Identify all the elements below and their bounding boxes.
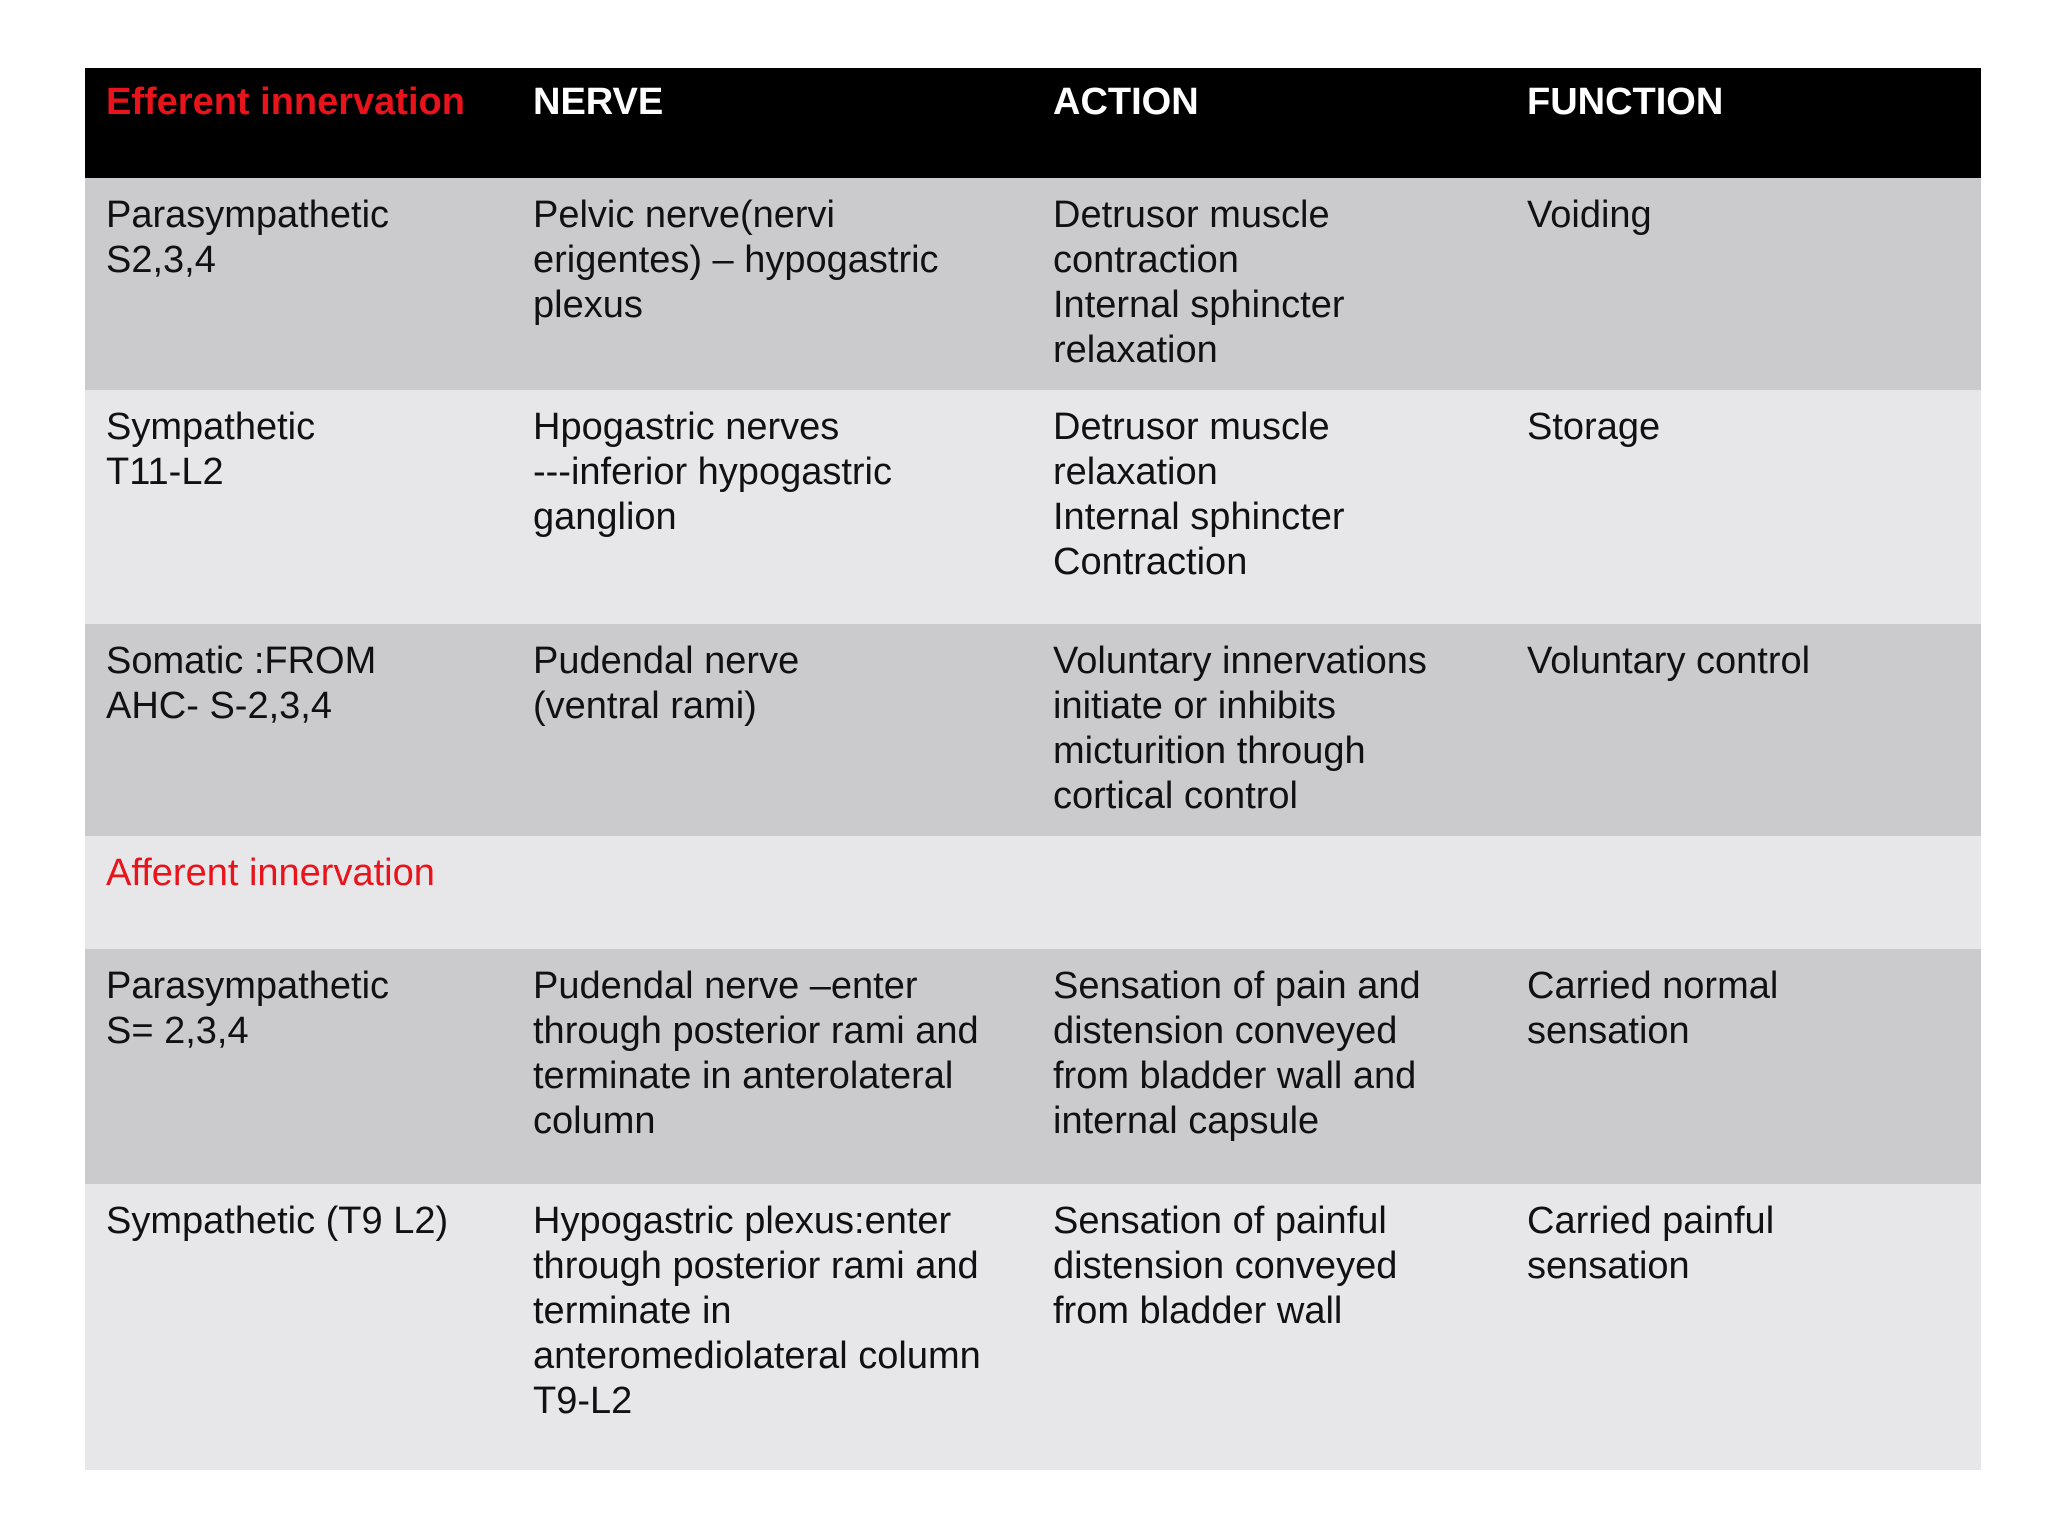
innervation-table: [85, 68, 1981, 1470]
cell-function: Storage: [1506, 390, 1981, 624]
cell-function: Voluntary control: [1506, 624, 1981, 836]
empty-cell: [1506, 836, 1981, 949]
cell-nerve: Hypogastric plexus:enter through posterior rami and terminate in anteromediolateral column T9-L2: [512, 1184, 1032, 1470]
cell-source: Somatic :FROM AHC- S-2,3,4: [85, 624, 512, 836]
table-header-row: [85, 68, 1981, 178]
header-function: FUNCTION: [1506, 68, 1981, 178]
header-nerve: NERVE: [512, 68, 1032, 178]
table-row: [85, 178, 1981, 390]
afferent-section-row: [85, 836, 1981, 949]
cell-function: Carried normal sensation: [1506, 949, 1981, 1184]
cell-source: Sympathetic (T9 L2): [85, 1184, 512, 1470]
cell-action: Sensation of pain and distension conveyed from bladder wall and internal capsule: [1032, 949, 1506, 1184]
header-efferent-innervation: Efferent innervation: [85, 68, 512, 178]
table-row: [85, 624, 1981, 836]
table-row: [85, 390, 1981, 624]
cell-source: Parasympathetic S= 2,3,4: [85, 949, 512, 1184]
table-row: [85, 1184, 1981, 1470]
cell-nerve: Hpogastric nerves ---inferior hypogastric ganglion: [512, 390, 1032, 624]
cell-action: Sensation of painful distension conveyed from bladder wall: [1032, 1184, 1506, 1470]
cell-action: Detrusor muscle relaxation Internal sphincter Contraction: [1032, 390, 1506, 624]
cell-source: Sympathetic T11-L2: [85, 390, 512, 624]
cell-nerve: Pudendal nerve –enter through posterior rami and terminate in anterolateral column: [512, 949, 1032, 1184]
cell-function: Voiding: [1506, 178, 1981, 390]
cell-action: Detrusor muscle contraction Internal sphincter relaxation: [1032, 178, 1506, 390]
cell-action: Voluntary innervations initiate or inhibits micturition through cortical control: [1032, 624, 1506, 836]
cell-nerve: Pudendal nerve (ventral rami): [512, 624, 1032, 836]
cell-nerve: Pelvic nerve(nervi erigentes) – hypogastric plexus: [512, 178, 1032, 390]
cell-source: Parasympathetic S2,3,4: [85, 178, 512, 390]
cell-function: Carried painful sensation: [1506, 1184, 1981, 1470]
empty-cell: [512, 836, 1032, 949]
header-action: ACTION: [1032, 68, 1506, 178]
table-row: [85, 949, 1981, 1184]
empty-cell: [1032, 836, 1506, 949]
afferent-section-label: Afferent innervation: [85, 836, 512, 949]
